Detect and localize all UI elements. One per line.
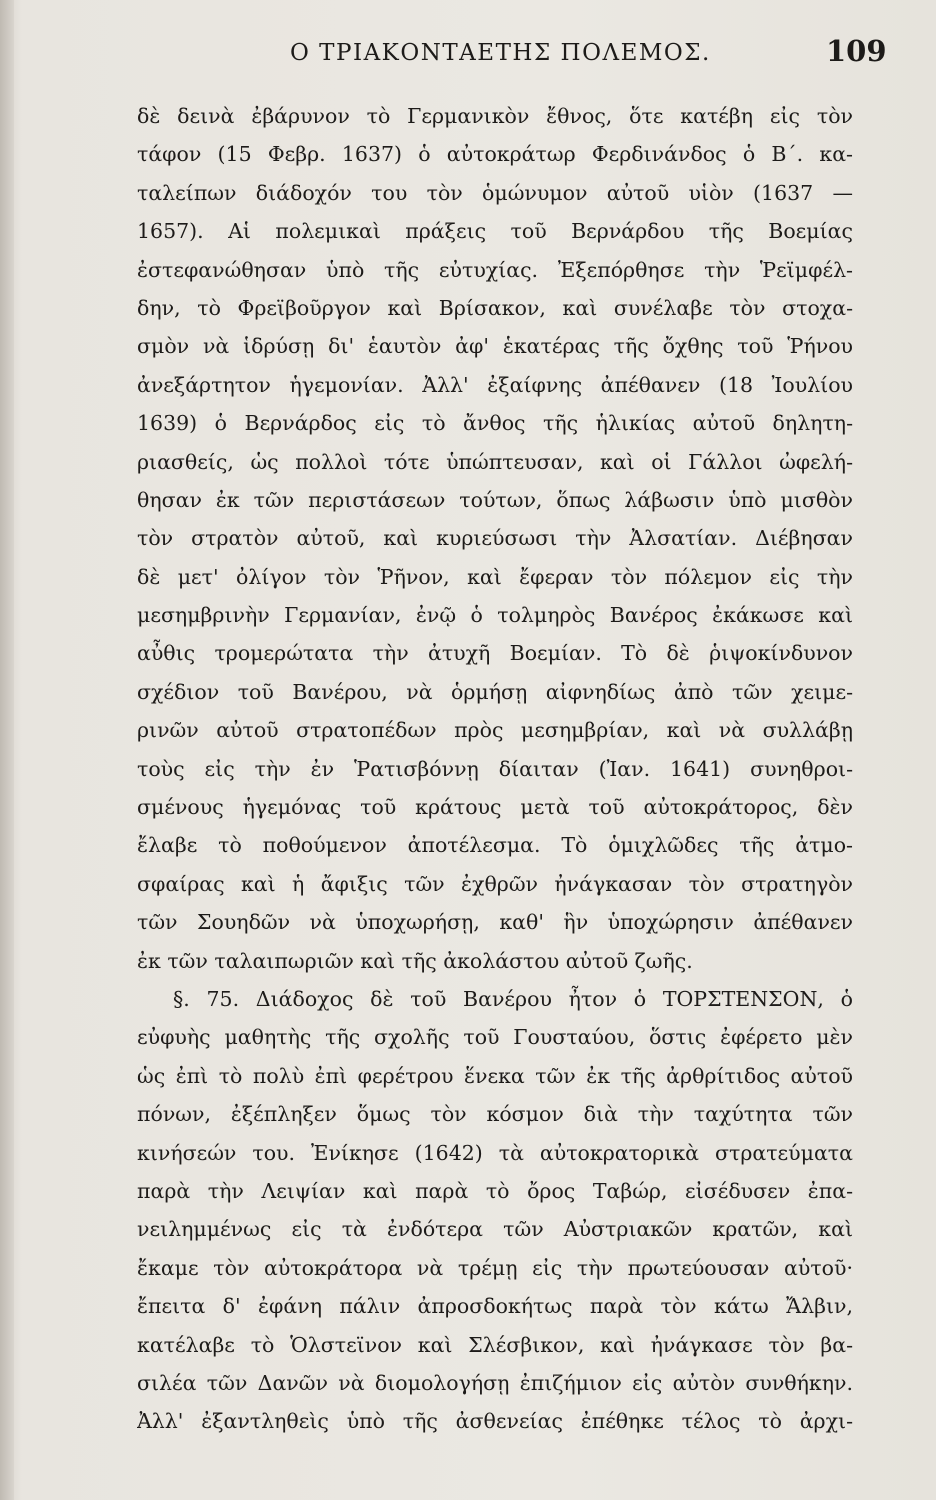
text-line: τοὺς εἰς τὴν ἐν Ῥατισβόννῃ δίαιταν (Ἰαν. 1641) συνηθροι- xyxy=(137,756,853,781)
text-line: ἀνεξάρτητον ἡγεμονίαν. Ἀλλ' ἐξαίφνης ἀπέθανεν (18 Ἰουλίου xyxy=(137,372,853,397)
body-text xyxy=(137,97,853,1441)
text-line: τάφον (15 Φεβρ. 1637) ὁ αὐτοκράτωρ Φερδινάνδος ὁ Β΄. κα- xyxy=(137,142,853,167)
section-heading-line: §. 75. Διάδοχος δὲ τοῦ Βανέρου ἦτον ὁ ΤΟΡΣΤΕΝΣΟΝ, ὁ xyxy=(173,986,853,1011)
text-line: νειλημμένως εἰς τὰ ἐνδότερα τῶν Αὐστριακῶν κρατῶν, καὶ xyxy=(137,1217,853,1242)
text-line: σφαίρας καὶ ἡ ἄφιξις τῶν ἐχθρῶν ἠνάγκασαν τὸν στρατηγὸν xyxy=(137,871,853,896)
text-line: σιλέα τῶν Δανῶν νὰ διομολογήσῃ ἐπιζήμιον εἰς αὐτὸν συνθήκην. xyxy=(137,1370,853,1395)
text-line: ἔλαβε τὸ ποθούμενον ἀποτέλεσμα. Τὸ ὁμιχλῶδες τῆς ἀτμο- xyxy=(137,833,853,858)
text-line: πόνων, ἐξέπληξεν ὅμως τὸν κόσμον διὰ τὴν ταχύτητα τῶν xyxy=(137,1102,853,1127)
text-line: ριασθείς, ὡς πολλοὶ τότε ὑπώπτευσαν, καὶ οἱ Γάλλοι ὠφελή- xyxy=(137,449,853,474)
text-line: μεσημβρινὴν Γερμανίαν, ἐνῷ ὁ τολμηρὸς Βανέρος ἐκάκωσε καὶ xyxy=(137,603,853,628)
text-line: αὖθις τρομερώτατα τὴν ἀτυχῆ Βοεμίαν. Τὸ δὲ ῥιψοκίνδυνον xyxy=(137,641,853,666)
text-line: ὡς ἐπὶ τὸ πολὺ ἐπὶ φερέτρου ἕνεκα τῶν ἐκ τῆς ἀρθρίτιδος αὐτοῦ xyxy=(137,1063,853,1088)
page-number: 109 xyxy=(826,34,887,68)
text-line: ταλείπων διάδοχόν του τὸν ὁμώνυμον αὐτοῦ υἱὸν (1637 — xyxy=(137,180,853,205)
running-title: Ο ΤΡΙΑΚΟΝΤΑΕΤΗΣ ΠΟΛΕΜΟΣ. xyxy=(290,40,711,66)
text-line: κατέλαβε τὸ Ὁλστεϊνον καὶ Σλέσβικον, καὶ ἠνάγκασε τὸν βα- xyxy=(137,1332,853,1357)
text-line: θησαν ἐκ τῶν περιστάσεων τούτων, ὅπως λάβωσιν ὑπὸ μισθὸν xyxy=(137,487,853,512)
text-line: σμὸν νὰ ἱδρύσῃ δι' ἑαυτὸν ἀφ' ἑκατέρας τῆς ὄχθης τοῦ Ῥήνου xyxy=(137,334,853,359)
text-line: ρινῶν αὐτοῦ στρατοπέδων πρὸς μεσημβρίαν, καὶ νὰ συλλάβῃ xyxy=(137,718,853,743)
text-line: σχέδιον τοῦ Βανέρου, νὰ ὁρμήσῃ αἰφνηδίως ἀπὸ τῶν χειμε- xyxy=(137,679,853,704)
text-line: ἐστεφανώθησαν ὑπὸ τῆς εὐτυχίας. Ἐξεπόρθησε τὴν Ῥεϊμφέλ- xyxy=(137,257,853,282)
text-line: κινήσεών του. Ἐνίκησε (1642) τὰ αὐτοκρατορικὰ στρατεύματα xyxy=(137,1140,853,1165)
text-line: Ἀλλ' ἐξαντληθεὶς ὑπὸ τῆς ἀσθενείας ἐπέθηκε τέλος τὸ ἀρχι- xyxy=(137,1409,853,1434)
text-line: 1639) ὁ Βερνάρδος εἰς τὸ ἄνθος τῆς ἡλικίας αὐτοῦ δηλητη- xyxy=(137,411,853,436)
text-line: παρὰ τὴν Λειψίαν καὶ παρὰ τὸ ὄρος Ταβώρ, εἰσέδυσεν ἐπα- xyxy=(137,1178,853,1203)
text-line: εὐφυὴς μαθητὴς τῆς σχολῆς τοῦ Γουσταύου, ὅστις ἐφέρετο μὲν xyxy=(137,1025,853,1050)
text-line: δὲ δεινὰ ἐβάρυνον τὸ Γερμανικὸν ἔθνος, ὅτε κατέβη εἰς τὸν xyxy=(137,104,853,128)
text-line: 1657). Αἱ πολεμικαὶ πράξεις τοῦ Βερνάρδου τῆς Βοεμίας xyxy=(137,219,853,244)
page-binding-edge xyxy=(0,0,14,1500)
text-line: τὸν στρατὸν αὐτοῦ, καὶ κυριεύσωσι τὴν Ἀλσατίαν. Διέβησαν xyxy=(137,526,853,551)
text-line: ἔπειτα δ' ἐφάνη πάλιν ἀπροσδοκήτως παρὰ τὸν κάτω Ἄλβιν, xyxy=(137,1294,853,1319)
text-line: δην, τὸ Φρεϊβοῦργον καὶ Βρίσακον, καὶ συνέλαβε τὸν στοχα- xyxy=(137,295,853,320)
text-line: σμένους ἡγεμόνας τοῦ κράτους μετὰ τοῦ αὐτοκράτορος, δὲν xyxy=(137,795,853,820)
text-line: ἔκαμε τὸν αὐτοκράτορα νὰ τρέμῃ εἰς τὴν πρωτεύουσαν αὐτοῦ· xyxy=(137,1255,853,1280)
text-line: τῶν Σουηδῶν νὰ ὑποχωρήσῃ, καθ' ἣν ὑποχώρησιν ἀπέθανεν xyxy=(137,910,853,935)
paragraph-end-line: ἐκ τῶν ταλαιπωριῶν καὶ τῆς ἀκολάστου αὐτοῦ ζωῆς. xyxy=(137,948,693,973)
text-line: δὲ μετ' ὀλίγον τὸν Ῥῆνον, καὶ ἔφεραν τὸν πόλεμον εἰς τὴν xyxy=(137,564,853,589)
